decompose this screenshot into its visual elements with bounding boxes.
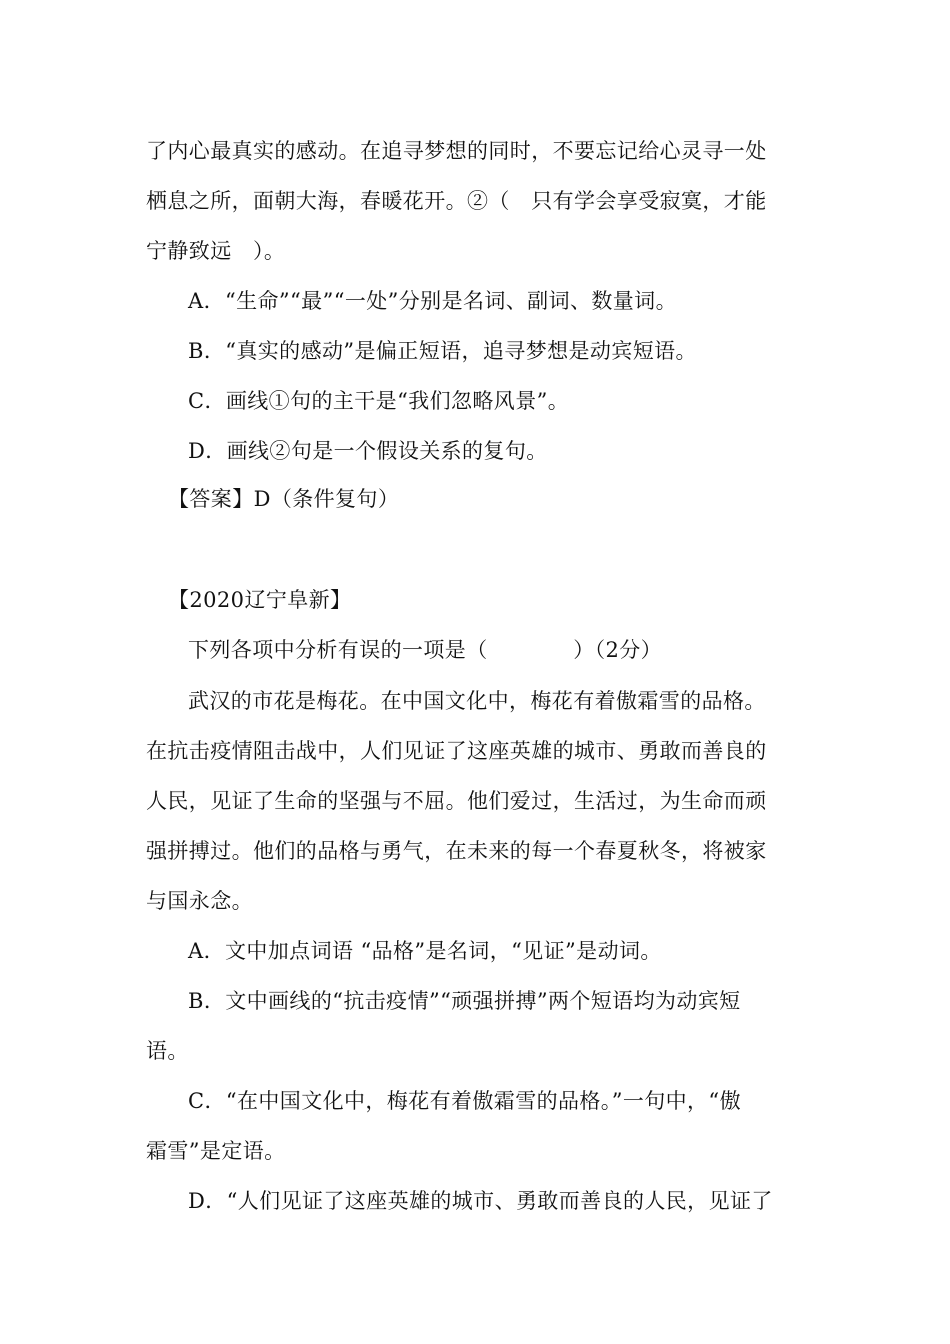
option-a-line-2: A．文中加点词语 “品格”是名词，“见证”是动词。 — [188, 939, 662, 963]
passage-line-5: 与国永念。 — [146, 889, 253, 913]
option-c-line: C．画线①句的主干是“我们忽略风景”。 — [188, 389, 570, 413]
passage-line-2: 在抗击疫情阻击战中，人们见证了这座英雄的城市、勇敢而善良的 — [146, 739, 767, 763]
passage-line-1: 武汉的市花是梅花。在中国文化中，梅花有着傲霜雪的品格。 — [188, 689, 766, 713]
section-heading: 【2020辽宁阜新】 — [168, 588, 352, 612]
option-b-line-2: B．文中画线的“抗击疫情”“顽强拼搏”两个短语均为动宾短 — [188, 989, 741, 1013]
paragraph-line-2: 栖息之所，面朝大海，春暖花开。②（ 只有学会享受寂寞，才能 — [146, 189, 767, 213]
option-b-line-2-cont: 语。 — [146, 1039, 189, 1063]
question-stem: 下列各项中分析有误的一项是（ ）（2分） — [188, 638, 663, 662]
option-c-line-2-cont: 霜雪”是定语。 — [146, 1139, 286, 1163]
option-a-line: A．“生命”“最”“一处”分别是名词、副词、数量词。 — [188, 289, 677, 313]
option-b-line: B．“真实的感动”是偏正短语，追寻梦想是动宾短语。 — [188, 339, 697, 363]
option-d-line: D．画线②句是一个假设关系的复句。 — [188, 439, 548, 463]
paragraph-line-3: 宁静致远 ）。 — [146, 239, 286, 263]
paragraph-line-1: 了内心最真实的感动。在追寻梦想的同时，不要忘记给心灵寻一处 — [146, 139, 767, 163]
passage-line-3: 人民，见证了生命的坚强与不屈。他们爱过，生活过，为生命而顽 — [146, 789, 767, 813]
option-c-line-2: C．“在中国文化中，梅花有着傲霜雪的品格。”一句中，“傲 — [188, 1089, 741, 1113]
option-d-line-2: D．“人们见证了这座英雄的城市、勇敢而善良的人民，见证了 — [188, 1189, 773, 1213]
answer-line: 【答案】D（条件复句） — [168, 487, 400, 511]
passage-line-4: 强拼搏过。他们的品格与勇气，在未来的每一个春夏秋冬，将被家 — [146, 839, 767, 863]
